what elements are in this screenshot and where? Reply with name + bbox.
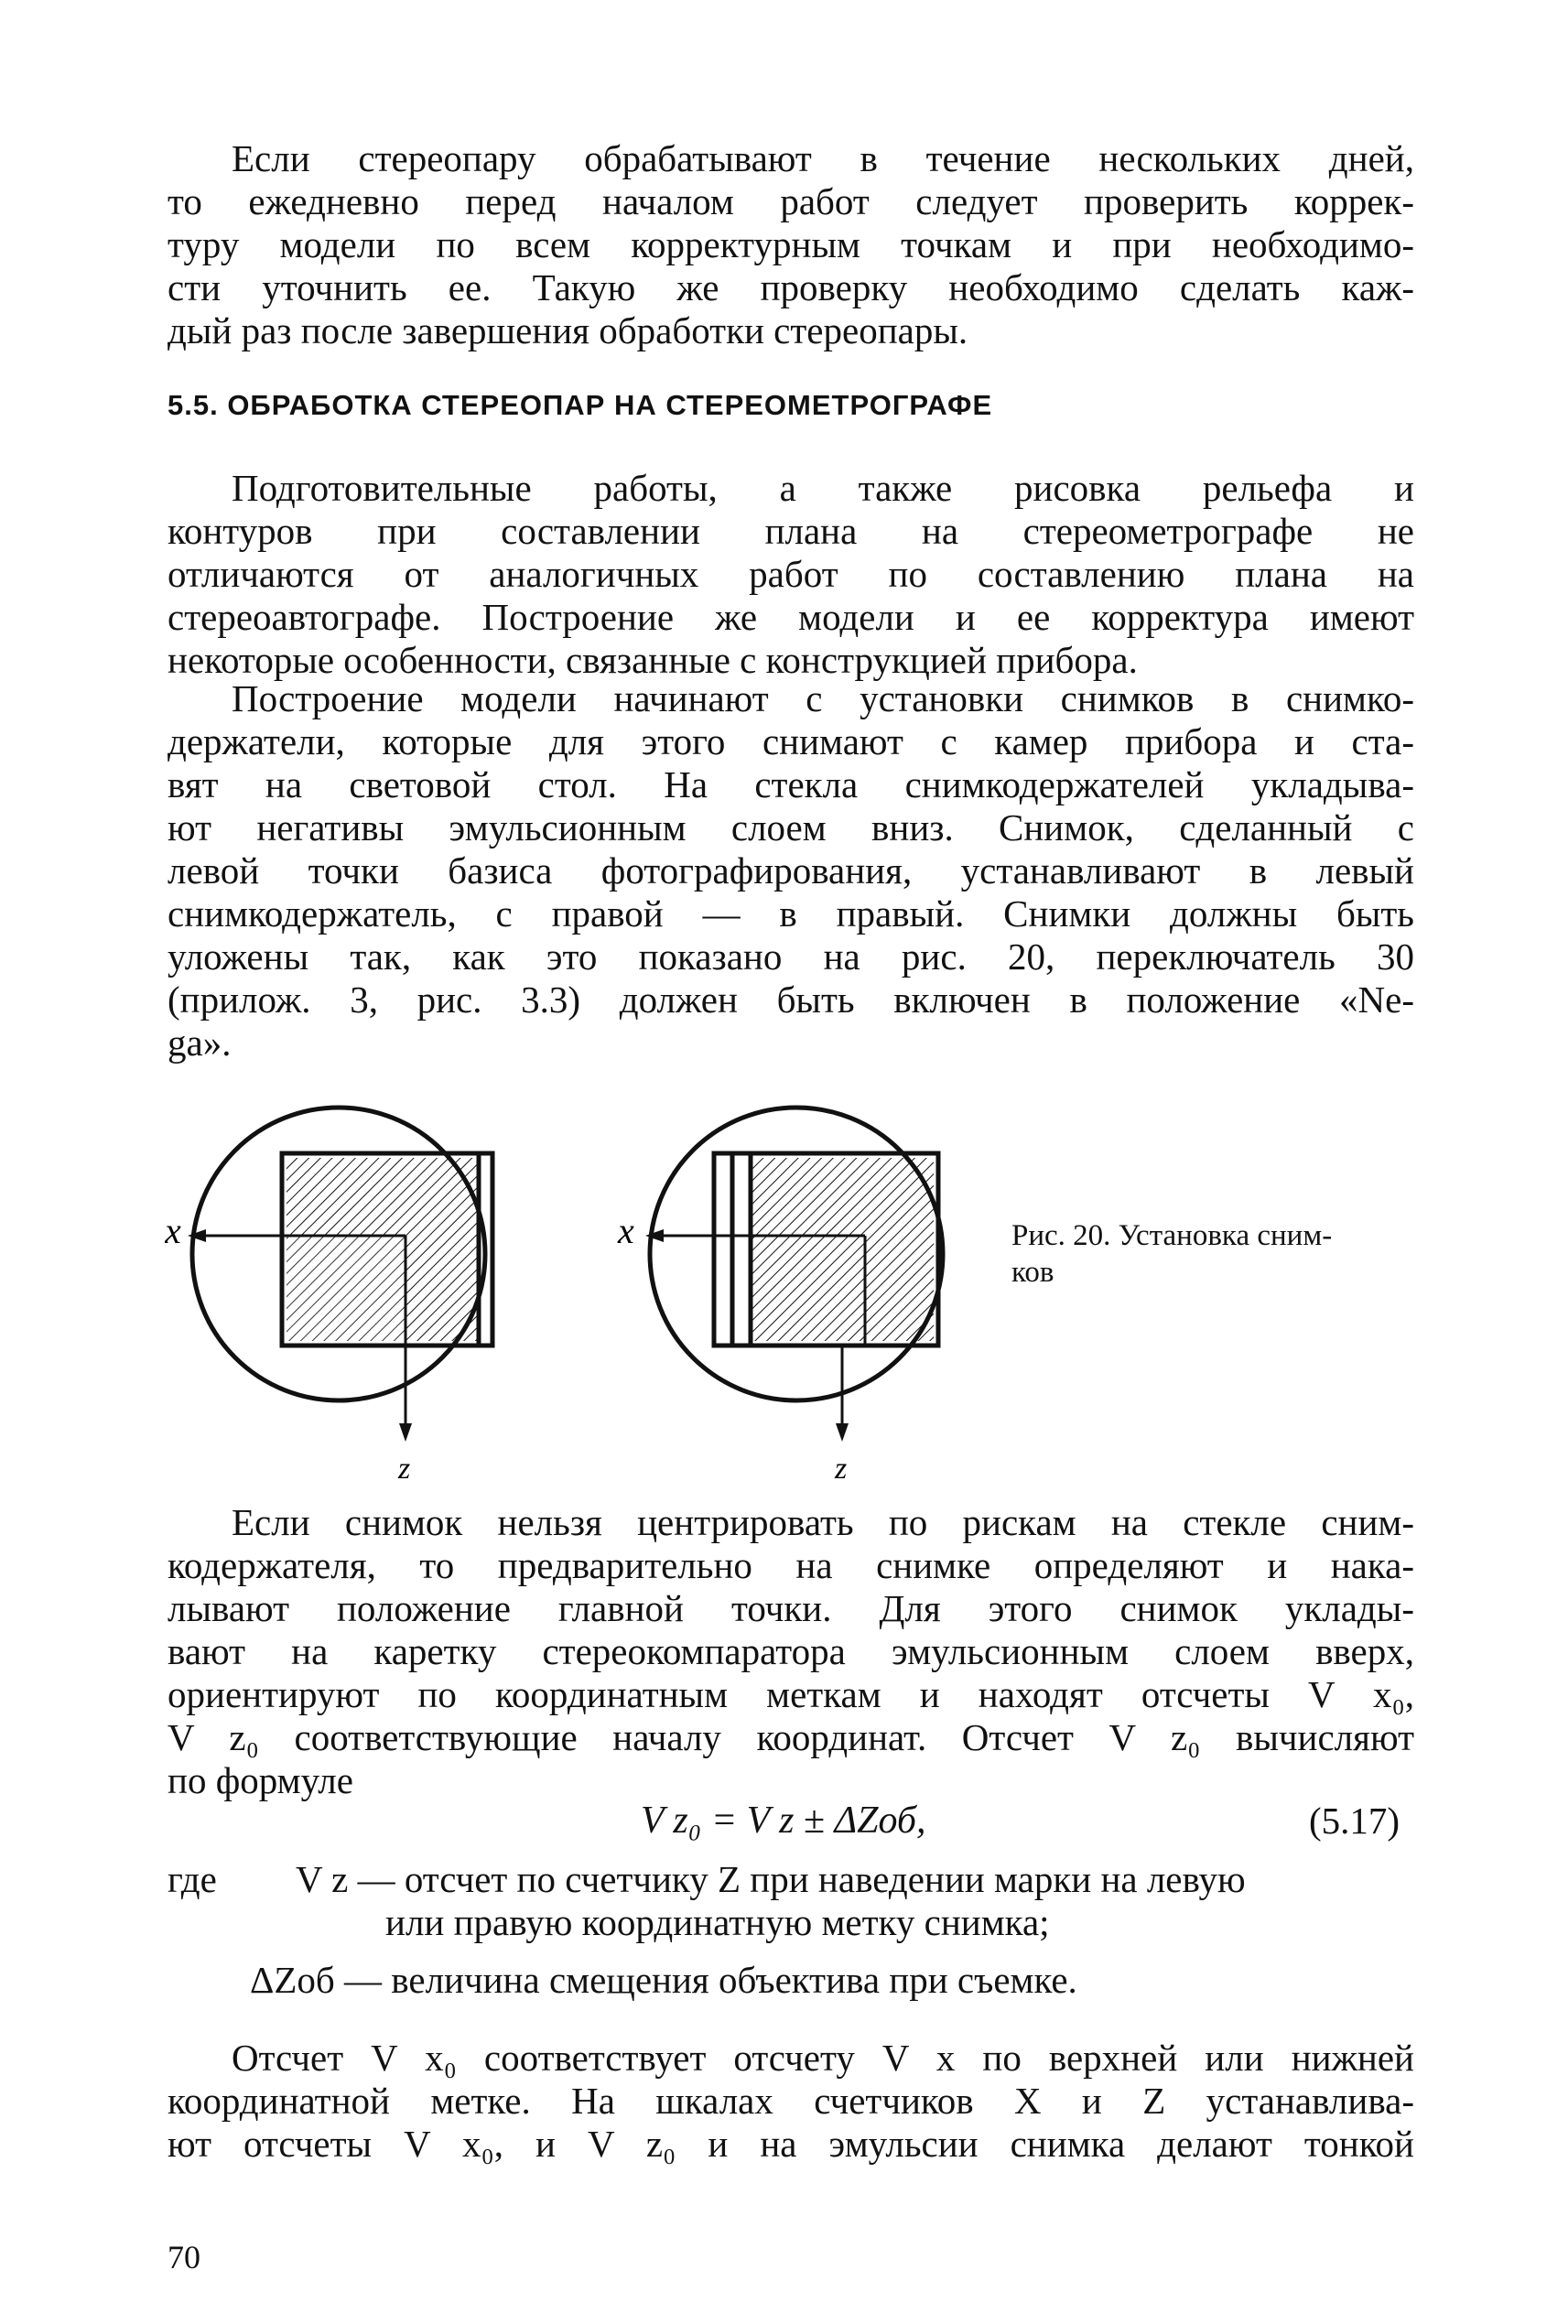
text-line: ориентируют по координатным меткам и находят отсчеты V x₀, bbox=[168, 1673, 1414, 1715]
text-line: Подготовительные работы, а также рисовка рельефа и bbox=[232, 467, 1414, 509]
text-line: то ежедневно перед началом работ следует проверить коррек- bbox=[168, 180, 1414, 222]
text-line: вают на каретку стереокомпаратора эмульсионным слоем вверх, bbox=[168, 1630, 1414, 1672]
text-line: Отсчет V x₀ соответствует отсчету V x по верхней или нижней bbox=[232, 2037, 1414, 2079]
text-line: сти уточнить ее. Такую же проверку необходимо сделать каж- bbox=[168, 266, 1414, 308]
text-line: V z₀ соответствующие началу координат. Отсчет V z₀ вычисляют bbox=[168, 1716, 1414, 1758]
text-line: по формуле bbox=[168, 1759, 353, 1801]
text-line: кодержателя, то предварительно на снимке определяют и нака- bbox=[168, 1544, 1414, 1586]
text-line: некоторые особенности, связанные с конструкцией прибора. bbox=[168, 639, 1138, 681]
caption-line: ков bbox=[1011, 1256, 1054, 1289]
definition-vz: V z — отсчет по счетчику Z при наведении марки на левую bbox=[296, 1858, 1246, 1900]
text-line: Если снимок нельзя центрировать по рискам на стекле сним- bbox=[232, 1501, 1414, 1543]
formula: V z₀ = V z ± ΔZоб, bbox=[641, 1800, 926, 1842]
text-line: ют отсчеты V x₀, и V z₀ и на эмульсии снимка делают тонкой bbox=[168, 2123, 1414, 2165]
where-word: где bbox=[168, 1858, 217, 1900]
paragraph-1 bbox=[168, 137, 1414, 352]
definition-delta-z: ΔZоб — величина смещения объектива при съемке. bbox=[250, 1959, 1077, 2001]
equation-number: (5.17) bbox=[1309, 1800, 1400, 1842]
text-line: стереоавтографе. Построение же модели и ее корректура имеют bbox=[168, 596, 1414, 638]
figure-caption bbox=[1011, 1217, 1423, 1291]
text-line: снимкодержатель, с правой — в правый. Снимки должны быть bbox=[168, 892, 1414, 935]
text-line: туру модели по всем корректурным точкам и при необходимо- bbox=[168, 223, 1414, 265]
text-line: Если стереопару обрабатывают в течение нескольких дней, bbox=[232, 137, 1414, 179]
axis-z-label: z bbox=[835, 1452, 848, 1483]
axis-z-label: z bbox=[398, 1452, 411, 1483]
figure-20 bbox=[165, 1080, 1044, 1483]
section-heading: 5.5. ОБРАБОТКА СТЕРЕОПАР НА СТЕРЕОМЕТРОГРАФЕ bbox=[168, 389, 993, 421]
text-line: ют негативы эмульсионным слоем вниз. Снимок, сделанный с bbox=[168, 806, 1414, 849]
text-line: отличаются от аналогичных работ по составлению плана на bbox=[168, 553, 1414, 595]
definition-vz-continued: или правую координатную метку снимка; bbox=[385, 1901, 1050, 1943]
paragraph-5 bbox=[168, 2037, 1414, 2166]
paragraph-4 bbox=[168, 1501, 1414, 1802]
text-line: ga». bbox=[168, 1021, 232, 1064]
paragraph-3 bbox=[168, 677, 1414, 1065]
axis-x-label: x bbox=[165, 1210, 181, 1251]
right-photo-holder bbox=[617, 1108, 943, 1483]
text-line: уложены так, как это показано на рис. 20, переключатель 30 bbox=[168, 935, 1414, 978]
paragraph-2 bbox=[168, 467, 1414, 682]
text-line: координатной метке. На шкалах счетчиков X и Z устанавлива- bbox=[168, 2080, 1414, 2122]
left-photo-holder bbox=[165, 1108, 492, 1483]
text-line: держатели, которые для этого снимают с камер прибора и ста- bbox=[168, 720, 1414, 762]
page-number: 70 bbox=[168, 2239, 200, 2275]
axis-x-label: x bbox=[618, 1210, 634, 1251]
text-line: контуров при составлении плана на стереометрографе не bbox=[168, 510, 1414, 552]
text-line: вят на световой стол. На стекла снимкодержателей укладыва- bbox=[168, 763, 1414, 805]
text-line: Построение модели начинают с установки снимков в снимко- bbox=[232, 677, 1414, 719]
text-line: (прилож. 3, рис. 3.3) должен быть включен в положение «Ne- bbox=[168, 978, 1414, 1021]
text-line: лывают положение главной точки. Для этого снимок уклады- bbox=[168, 1587, 1414, 1629]
caption-line: Рис. 20. Установка сним- bbox=[1011, 1219, 1333, 1252]
text-line: дый раз после завершения обработки стереопары. bbox=[168, 309, 968, 351]
photo-mounting-diagram bbox=[165, 1080, 1044, 1483]
text-line: левой точки базиса фотографирования, устанавливают в левый bbox=[168, 849, 1414, 892]
